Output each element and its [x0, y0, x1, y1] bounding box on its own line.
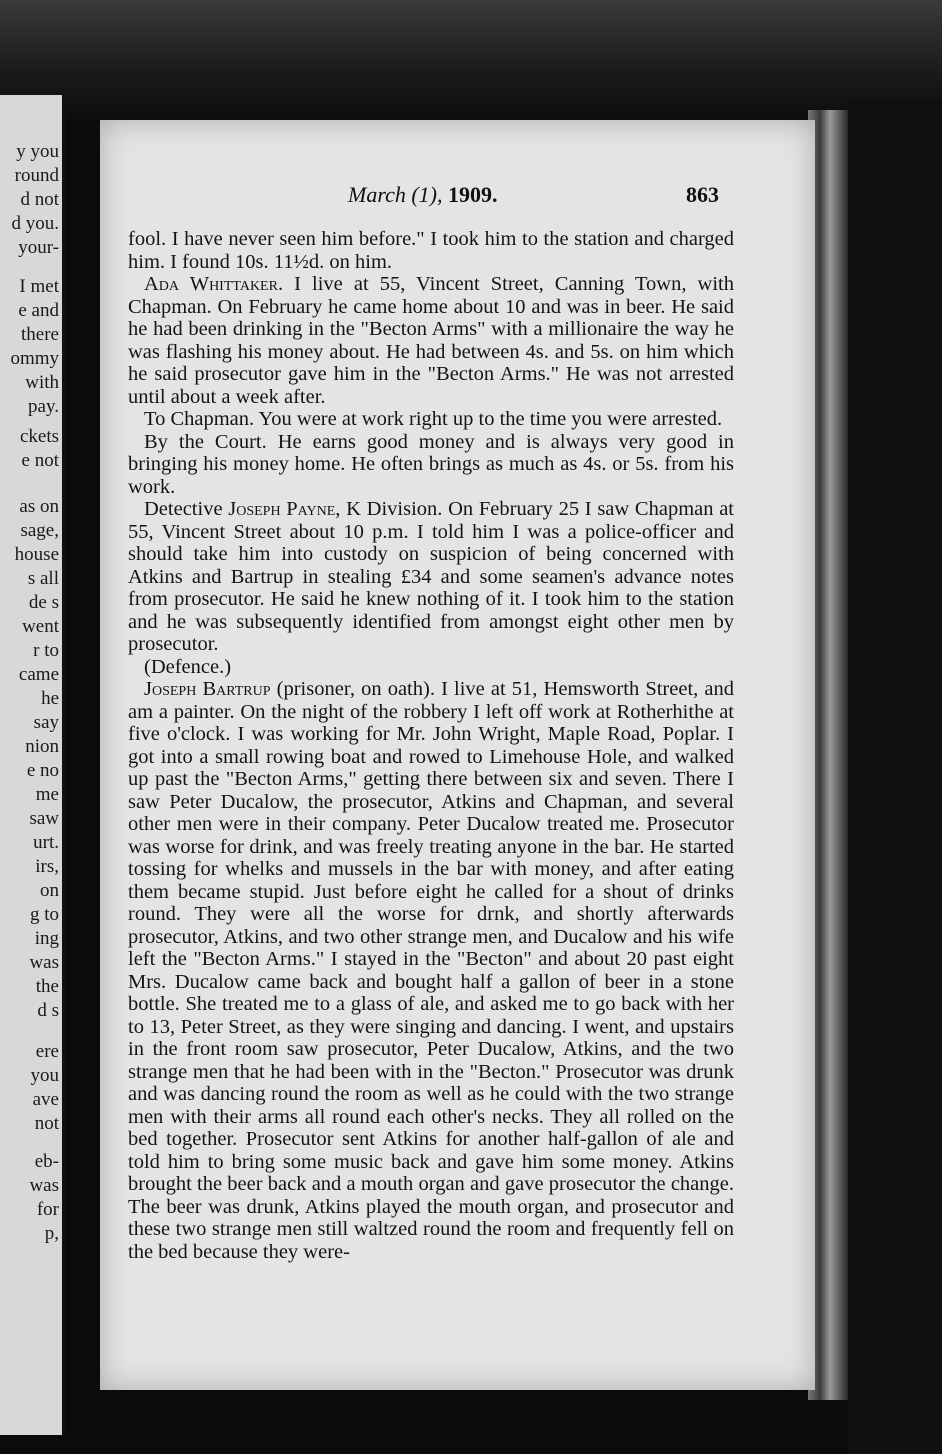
facing-page-fragment: urt.: [33, 832, 59, 853]
facing-page-fragment: s all: [27, 568, 59, 589]
paragraph-text: , K Division. On February 25 I saw Chapman at 55, Vincent Street about 10 p.m. I told him I was a police-officer and should take him into custody on suspicion of being concerned with Atkins and Bartrup in stealing £34 and some seamen's advance notes from prosecutor. He said he knew nothing of it. I took him to the station and he was subsequently identified from amongst eight other men by prosecutor.: [128, 498, 734, 655]
facing-page-fragment: ommy: [10, 348, 59, 369]
paragraph: [128, 408, 734, 431]
facing-page-fragment: went: [22, 616, 59, 637]
paragraph: [128, 498, 734, 656]
facing-page-fragment: came: [18, 664, 59, 685]
facing-page-fragment: there: [21, 324, 59, 345]
facing-page-fragment: ckets: [19, 426, 59, 447]
facing-page-fragment: d s: [37, 1000, 59, 1021]
facing-page-fragment: I met: [19, 276, 59, 297]
facing-page-fragment: p,: [44, 1223, 59, 1244]
facing-page-edge: [0, 95, 66, 1435]
facing-page-fragment: d not: [20, 189, 59, 210]
facing-page-fragment: round: [14, 165, 59, 186]
facing-page-fragment: d you.: [11, 213, 59, 234]
facing-page-fragment: pay.: [28, 396, 59, 417]
speaker-name: Joseph Bartrup: [144, 678, 271, 700]
section-heading: (Defence.): [144, 655, 232, 678]
paragraph-text: To Chapman. You were at work right up to the time you were arrested.: [144, 408, 723, 430]
facing-page-fragment: e not: [21, 450, 59, 471]
paragraph-prefix: Detective: [144, 498, 229, 520]
paragraph: [128, 678, 734, 1263]
facing-page-fragment: eb-: [34, 1151, 59, 1172]
facing-page-fragment: ing: [34, 928, 59, 949]
paragraph-text: (prisoner, on oath). I live at 51, Hemsworth Street, and am a painter. On the night of the robbery I left off work at Rotherhithe at five o'clock. I was working for Mr. John Wright, Maple Road, Poplar. I got into a small rowing boat and rowed to Limehouse Hole, and walked up past the "Becton Arms," getting there between six and seven. There I saw Peter Ducalow, the prosecutor, Atkins and Chapman, and several other men were in their company. Peter Ducalow treated me. Prosecutor was worse for drink, and was freely treating anyone in the bar. He started tossing for whelks and mussels in the bar with money, and after eating them became stupid. Just before eight he called for a shout of drinks round. They were all the worse for drnk, and shortly afterwards prosecutor, Atkins, and two other strange men, and Ducalow and his wife left the "Becton Arms." I stayed in the "Becton" and about 20 past eight Mrs. Ducalow came back and bought half a gallon of beer in a stone bottle. She treated me to a glass of ale, and asked me to go back with her to 13, Peter Street, as they were singing and dancing. I went, and upstairs in the front room saw prosecutor, Peter Ducalow, Atkins, and the two strange men that he had been with in the "Becton." Prosecutor was drunk and was dancing round the room as well as he could with the two strange men with their arms all round each other's necks. They all rolled on the bed together. Prosecutor sent Atkins for another half-gallon of ale and told him to bring some music back and gave him some money. Atkins brought the beer back and a mouth organ and gave prosecutor the change. The beer was drunk, Atkins played the mouth organ, and prosecutor and these two strange men still waltzed round the room and frequently fell on the bed because they were-: [128, 678, 734, 1263]
book-background-top: [0, 0, 942, 120]
running-title: [348, 182, 498, 208]
facing-page-fragment: saw: [29, 808, 59, 829]
paragraph: [128, 431, 734, 499]
facing-page-fragment: house: [14, 544, 59, 565]
facing-page-fragment: with: [25, 372, 59, 393]
facing-page-fragment: your-: [18, 237, 59, 258]
facing-page-fragment: was: [29, 952, 59, 973]
facing-page-fragment: nion: [25, 736, 59, 757]
facing-page-fragment: y you: [16, 141, 59, 162]
facing-page-fragment: e and: [18, 300, 59, 321]
facing-page-fragment: ere: [35, 1041, 59, 1062]
facing-page-fragment: was: [29, 1175, 59, 1196]
paragraph-text: fool. I have never seen him before." I took him to the station and charged him. I found 10s. 11½d. on him.: [128, 228, 734, 273]
facing-page-fragment: irs,: [35, 856, 59, 877]
facing-page-fragment: de s: [28, 592, 59, 613]
page-number: 863: [686, 182, 719, 207]
speaker-name: Ada Whittaker.: [144, 273, 284, 295]
page-header: [100, 182, 815, 212]
facing-page-fragment: the: [35, 976, 59, 997]
book-background-right: [848, 100, 942, 1454]
facing-page-fragment: sage,: [20, 520, 59, 541]
facing-page-fragment: you: [30, 1065, 59, 1086]
facing-page-fragment: not: [34, 1113, 59, 1134]
facing-page-fragment: say: [33, 712, 59, 733]
page-body: [128, 228, 734, 1263]
facing-page-fragment: e no: [26, 760, 59, 781]
speaker-name: Joseph Payne: [228, 498, 336, 520]
facing-page-fragment: as on: [19, 496, 59, 517]
facing-page-fragment: he: [41, 688, 59, 709]
paragraph: [128, 228, 734, 273]
facing-page-fragment: for: [36, 1199, 59, 1220]
facing-page-fragment: g to: [29, 904, 59, 925]
paragraph: [128, 273, 734, 408]
running-title-month: March (1),: [348, 182, 448, 207]
facing-page-fragment: on: [40, 880, 59, 901]
facing-page-fragment: ave: [32, 1089, 59, 1110]
facing-page-fragment: r to: [33, 640, 59, 661]
book-page: [100, 120, 815, 1390]
paragraph-text: I live at 55, Vincent Street, Canning Town, with Chapman. On February he came home about 10 and was in beer. He said he had been drinking in the "Becton Arms" with a millionaire the way he was flashing his money about. He had between 4s. and 5s. on him which he said prosecutor gave him in the "Becton Arms." He was not arrested until about a week after.: [128, 273, 734, 408]
paragraph-text: By the Court. He earns good money and is always very good in bringing his money home. He often brings as much as 4s. or 5s. from his work.: [128, 430, 734, 498]
facing-page-fragment: me: [35, 784, 59, 805]
running-title-year: 1909.: [448, 182, 498, 207]
